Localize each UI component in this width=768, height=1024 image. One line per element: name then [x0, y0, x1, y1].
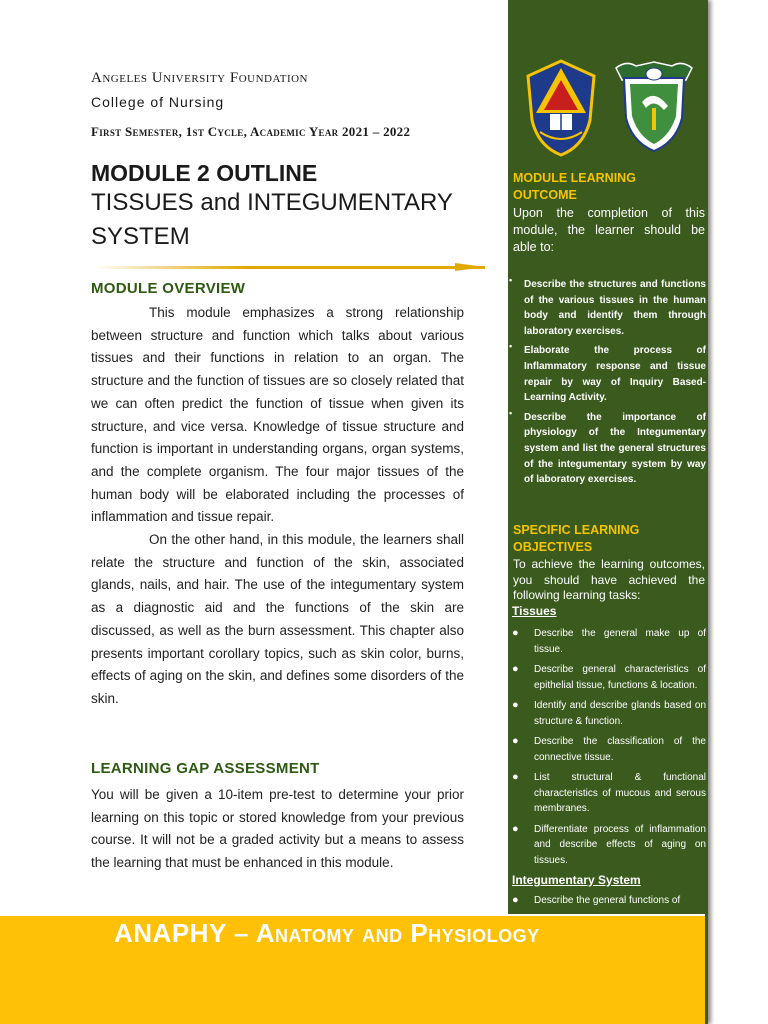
gap-paragraph: You will be given a 10-item pre-test to determine your prior learning on this topic or stored knowledge from your previous course. It will not be a graded activity but a means to assess the learning that must be enhanced in this module. [91, 787, 464, 871]
footer-title: ANAPHY – Anatomy and Physiology [114, 918, 540, 948]
college-seal-icon [612, 58, 696, 154]
semester-line: First Semester, 1st Cycle, Academic Year 2021 – 2022 [91, 124, 411, 139]
gap-heading: LEARNING GAP ASSESSMENT [91, 760, 320, 777]
footer-divider [0, 914, 705, 916]
overview-paragraph-1: This module emphasizes a strong relationship between structure and function which talks about various tissues and their functions in relation to an organ. The structure and the function of tissues are so closely related that we can often predict the function of tissue when given its structure, and vice versa. Knowledge of tissue structure and function is important in understanding organs, organ systems, and the complete organism. The four major tissues of the human body will be elaborated including the processes of inflammation and tissue repair. [91, 305, 464, 525]
list-item: ● Describe the general functions of [512, 894, 681, 906]
title-divider-arrow [455, 263, 485, 271]
list-item: ● Identify and describe glands based on structure & function. [512, 699, 706, 727]
module-title: MODULE 2 OUTLINE [91, 160, 318, 186]
tissues-label: Tissues [512, 604, 557, 618]
university-seal-icon [524, 58, 598, 158]
college-name: College of Nursing [91, 94, 225, 110]
title-divider [91, 266, 485, 269]
list-item: ● Describe the classification of the connective tissue. [512, 735, 706, 763]
list-item: ● Describe the general make up of tissue. [512, 627, 706, 655]
integumentary-objectives-list [510, 893, 706, 914]
gap-body [91, 784, 464, 875]
list-item: ● Differentiate process of inflammation and describe effects of aging on tissues. [512, 822, 706, 866]
list-item: ● Describe general characteristics of epithelial tissue, functions & location. [512, 663, 706, 691]
list-item: ● List structural & functional characteristics of mucous and serous membranes. [512, 771, 706, 814]
list-item: • Describe the structures and functions of the various tissues in the human body and identify them through laboratory exercises. [509, 275, 706, 337]
module-subtitle: TISSUES and INTEGUMENTARY SYSTEM [91, 189, 453, 250]
overview-paragraph-2: On the other hand, in this module, the learners shall relate the structure and function of the skin, associated glands, nails, and hair. The use of the integumentary system as a diagnostic aid and the functions of the skin are discussed, as well as the burn assessment. This chapter also presents important corollary topics, such as skin color, burns, effects of aging on the skin, and defines some disorders of the skin. [91, 532, 464, 706]
integumentary-label: Integumentary System [512, 873, 641, 887]
list-item: • Describe the importance of physiology of the Integumentary system and list the general structures of the integumentary system by way of laboratory exercises. [509, 407, 706, 486]
overview-body [91, 302, 464, 711]
university-name: Angeles University Foundation [91, 70, 308, 86]
outcome-list [508, 277, 706, 492]
objectives-heading: SPECIFIC LEARNING OBJECTIVES [513, 523, 640, 554]
objectives-intro: To achieve the learning outcomes, you should have achieved the following learning tasks: [513, 557, 705, 602]
overview-heading: MODULE OVERVIEW [91, 280, 246, 297]
tissue-objectives-list [510, 626, 706, 873]
outcome-heading: MODULE LEARNING OUTCOME [513, 171, 636, 202]
list-item: • Elaborate the process of Inflammatory response and tissue repair by way of Inquiry Based-Learning Activity. [509, 341, 706, 404]
outcome-intro: Upon the completion of this module, the learner should be able to: [513, 206, 705, 254]
